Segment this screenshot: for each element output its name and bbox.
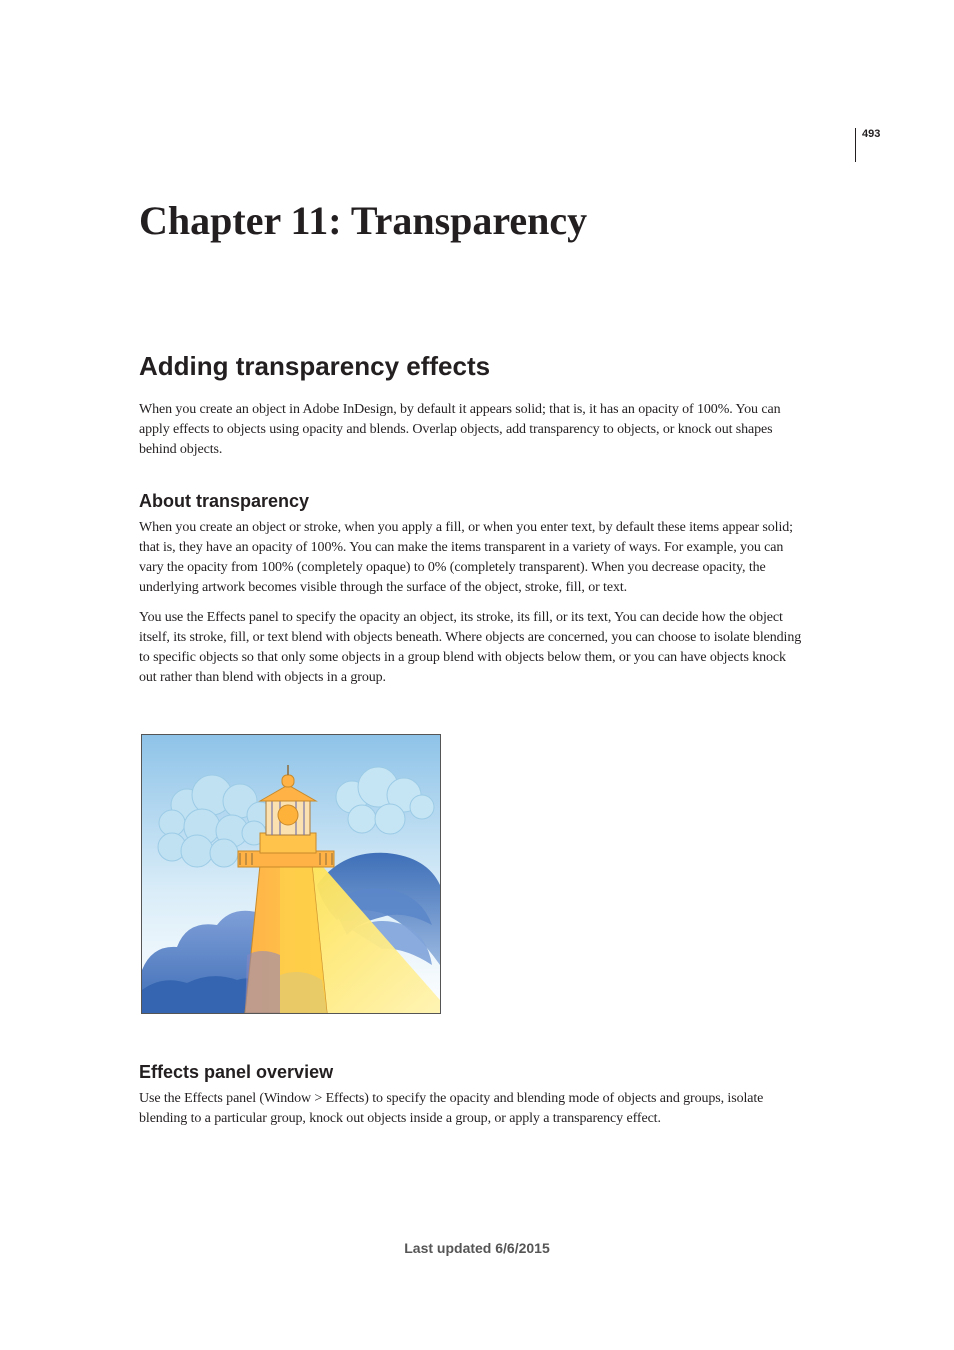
about-transparency-heading: About transparency xyxy=(139,491,310,511)
text-line: You use the Effects panel to specify the opacity an object, its stroke, its fill, or its text, You can decide how the object xyxy=(139,610,783,625)
section-title: Adding transparency effects xyxy=(139,351,491,381)
text-line: behind objects. xyxy=(139,442,223,457)
footer-last-updated: Last updated 6/6/2015 xyxy=(404,1240,550,1256)
text-line: When you create an object or stroke, when you apply a fill, or when you enter text, by default these items appear solid; xyxy=(139,520,793,535)
page-number: 493 xyxy=(862,128,881,140)
text-line: Use the Effects panel (Window > Effects) to specify the opacity and blending mode of objects and groups, isolate xyxy=(139,1091,764,1106)
page-number-rule xyxy=(855,128,856,162)
text-line: to specific objects so that only some objects in a group blend with objects below them, or you can have objects knock xyxy=(139,650,786,665)
chapter-title: Chapter 11: Transparency xyxy=(139,198,588,243)
text-line: apply effects to objects using opacity and blends. Overlap objects, add transparency to objects, or knock out shapes xyxy=(139,422,773,437)
effects-paragraph xyxy=(139,1089,855,1129)
text-line: itself, its stroke, fill, or text blend with objects beneath. Where objects are concerned, you can choose to isolate blending xyxy=(139,630,802,645)
text-line: When you create an object in Adobe InDesign, by default it appears solid; that is, it has an opacity of 100%. You can xyxy=(139,402,781,417)
text-line: that is, they have an opacity of 100%. You can make the items transparent in a variety of ways. For example, you can xyxy=(139,540,784,555)
text-line: blending to a particular group, knock out objects inside a group, or apply a transparency effect. xyxy=(139,1111,661,1126)
about-paragraph-1 xyxy=(139,518,855,598)
text-line: out rather than blend with objects in a group. xyxy=(139,670,386,685)
lighthouse-illustration xyxy=(141,734,441,1014)
about-paragraph-2 xyxy=(139,608,855,688)
effects-panel-heading: Effects panel overview xyxy=(139,1062,334,1082)
text-line: underlying artwork becomes visible through the surface of the object, stroke, fill, or text. xyxy=(139,580,628,595)
intro-paragraph xyxy=(139,400,855,460)
text-line: vary the opacity from 100% (completely opaque) to 0% (completely transparent). When you decrease opacity, the xyxy=(139,560,766,575)
